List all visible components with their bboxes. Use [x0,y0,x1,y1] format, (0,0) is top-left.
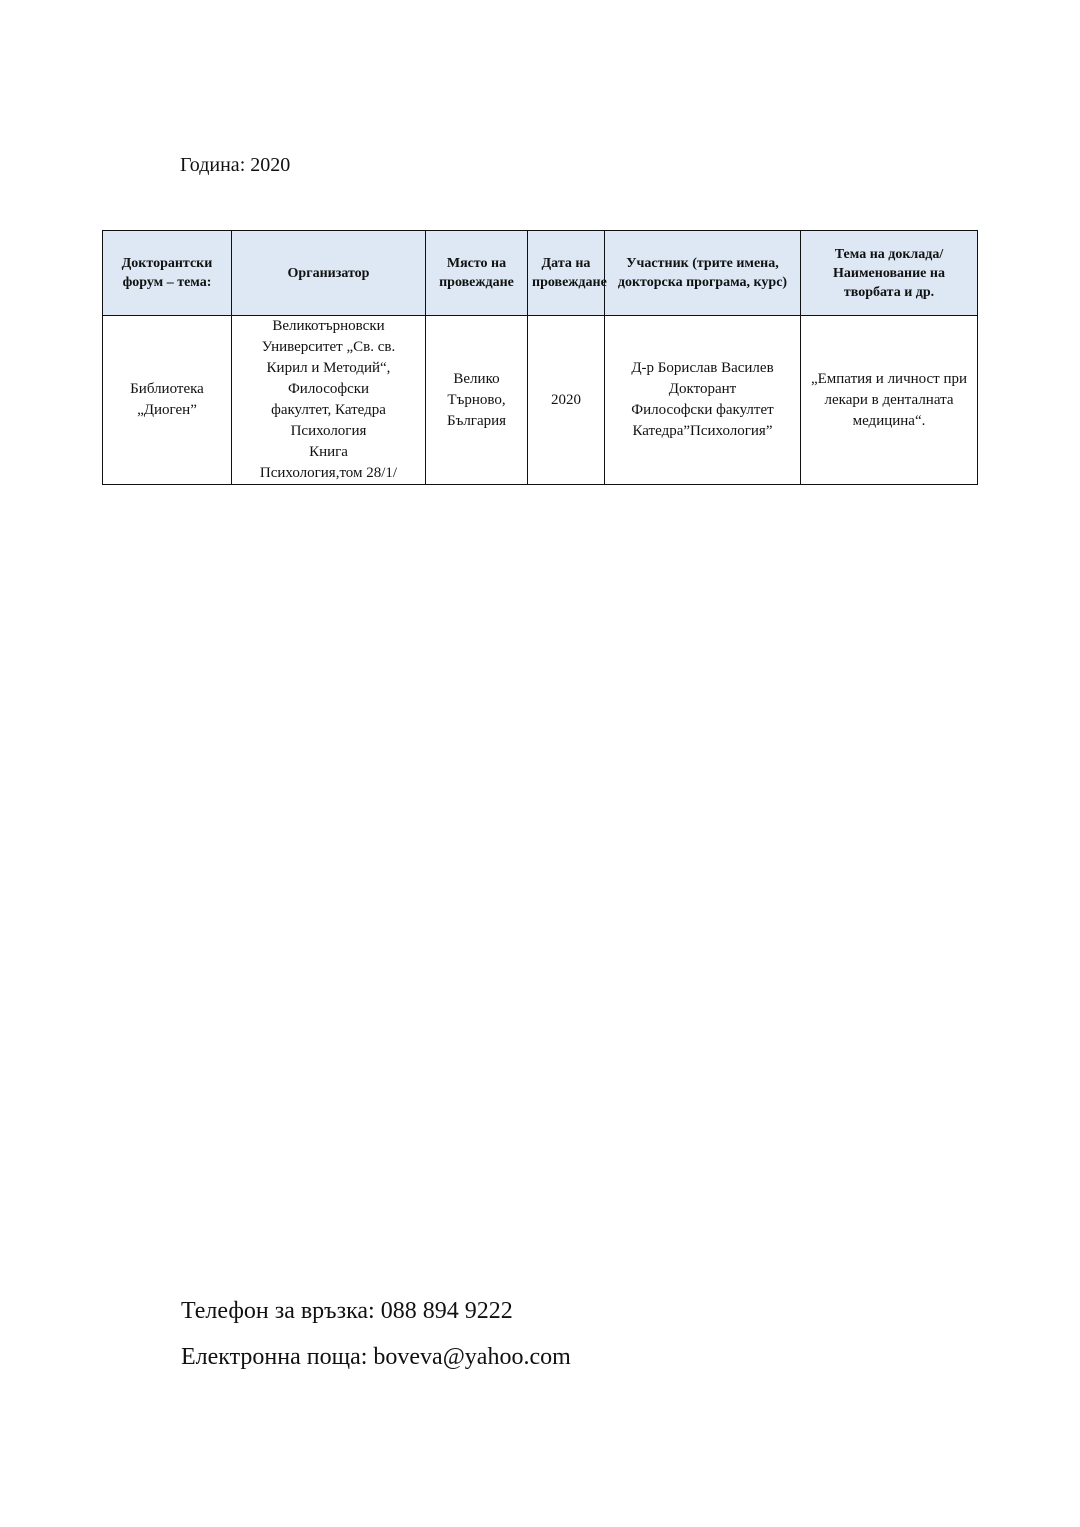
organizer-line: факултет, Катедра [271,402,386,418]
header-place: Място на провеждане [426,231,528,316]
year-label: Година: 2020 [180,154,291,176]
participant-line: Катедра”Психология” [632,423,773,439]
organizer-line: Книга [309,444,348,460]
header-topic: Тема на доклада/Наименование на творбата и др. [801,231,978,316]
cell-place: Велико Търново, България [426,316,528,485]
cell-forum: Библиотека „Диоген” [103,316,232,485]
participant-line: Докторант [668,381,737,397]
organizer-line: Великотърновски [272,318,385,334]
organizer-line: Философски [287,381,370,397]
organizer-line: Кирил и Методий“, [266,360,391,376]
header-organizer: Организатор [232,231,426,316]
forum-table [102,230,978,485]
phone-line: Телефон за връзка: 088 894 9222 [181,1298,513,1324]
participant-line: Философски факултет [631,402,774,418]
organizer-line: Университет „Св. св. [261,339,396,355]
header-date: Дата на провеждане [528,231,605,316]
table-row [103,316,978,485]
header-participant: Участник (трите имена, докторска програма, курс) [605,231,801,316]
cell-topic: „Емпатия и личност при лекари в денталната медицина“. [801,316,978,485]
cell-participant [605,316,801,485]
participant-line: Д-р Борислав Василев [631,360,774,376]
organizer-line: Психология,том 28/1/ [259,465,398,481]
table-header-row [103,231,978,316]
cell-date: 2020 [528,316,605,485]
email-line: Електронна поща: boveva@yahoo.com [181,1344,571,1370]
organizer-line: Психология [290,423,367,439]
contact-block [181,1296,571,1388]
cell-organizer [232,316,426,485]
header-forum: Докторантски форум – тема: [103,231,232,316]
